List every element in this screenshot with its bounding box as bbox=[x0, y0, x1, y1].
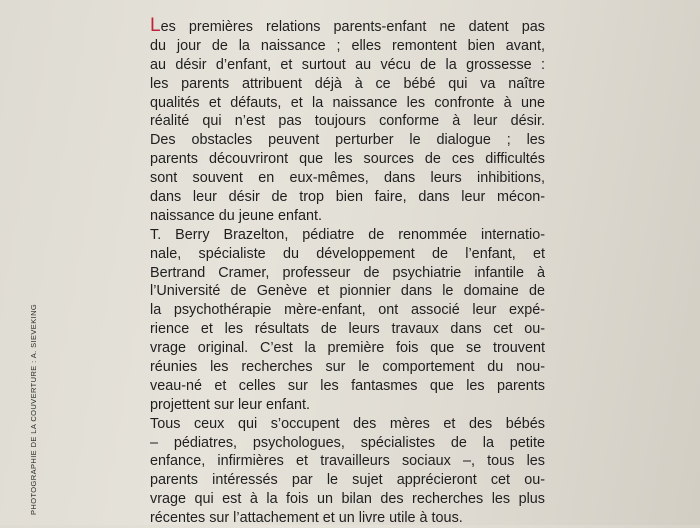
blurb-line: réunies les recherches sur le comportement du nou- bbox=[150, 359, 545, 376]
blurb-line: la psychothérapie mère-enfant, ont associé leur expé- bbox=[150, 302, 545, 319]
blurb-line: Bertrand Cramer, professeur de psychiatrie infantile à bbox=[150, 264, 545, 281]
blurb-line: T. Berry Brazelton, pédiatre de renommée internatio- bbox=[150, 226, 545, 243]
blurb-line: Des obstacles peuvent perturber le dialogue ; les bbox=[150, 132, 545, 149]
blurb-line: dans leur désir de trop bien faire, dans leur mécon- bbox=[150, 189, 545, 206]
blurb-line: nale, spécialiste du développement de l’enfant, et bbox=[150, 245, 545, 262]
blurb-line: Tous ceux qui s’occupent des mères et des bébés bbox=[150, 415, 545, 432]
blurb-line: vrage original. C’est la première fois que se trouvent bbox=[150, 340, 545, 357]
blurb-line: projettent sur leur enfant. bbox=[150, 396, 310, 413]
blurb-line: au désir d’enfant, et surtout au vécu de la grossesse : bbox=[150, 56, 545, 73]
blurb-line: veau-né et celles sur les fantasmes que les parents bbox=[150, 377, 545, 394]
cover-photo-credit: PHOTOGRAPHIE DE LA COUVERTURE : A. SIEVEKING bbox=[29, 303, 38, 515]
blurb-line-0: Les premières relations parents-enfant ne datent pas bbox=[150, 15, 545, 36]
blurb-line: rience et les résultats de leurs travaux dans cet ou- bbox=[150, 321, 545, 338]
blurb-line: récentes sur l’attachement et un livre utile à tous. bbox=[150, 510, 463, 527]
blurb-line: naissance du jeune enfant. bbox=[150, 207, 323, 224]
blurb-line: parents intéressés par le sujet apprécieront cet ou- bbox=[150, 472, 545, 489]
blurb-line: réalité qui n’est pas toujours conforme à leur désir. bbox=[150, 113, 545, 130]
blurb-line: qualités et défauts, et la naissance les confronte à une bbox=[150, 94, 545, 111]
blurb-line: – pédiatres, psychologues, spécialistes de la petite bbox=[150, 434, 545, 451]
blurb-line: parents découvriront que les sources de ces difficultés bbox=[150, 151, 545, 168]
blurb-line: sont souvent en eux-mêmes, dans leurs inhibitions, bbox=[150, 170, 545, 187]
blurb-line: enfance, infirmières et travailleurs sociaux –, tous les bbox=[150, 453, 545, 470]
blurb-line: l’Université de Genève et pionnier dans le domaine de bbox=[150, 283, 545, 300]
blurb-line: les parents attribuent déjà à ce bébé qui va naître bbox=[150, 75, 545, 92]
cover-blurb bbox=[150, 15, 545, 528]
blurb-line: du jour de la naissance ; elles remontent bien avant, bbox=[150, 37, 545, 54]
dropcap-letter: L bbox=[150, 15, 161, 36]
blurb-line: vrage qui est à la fois un bilan des recherches les plus bbox=[150, 491, 545, 508]
